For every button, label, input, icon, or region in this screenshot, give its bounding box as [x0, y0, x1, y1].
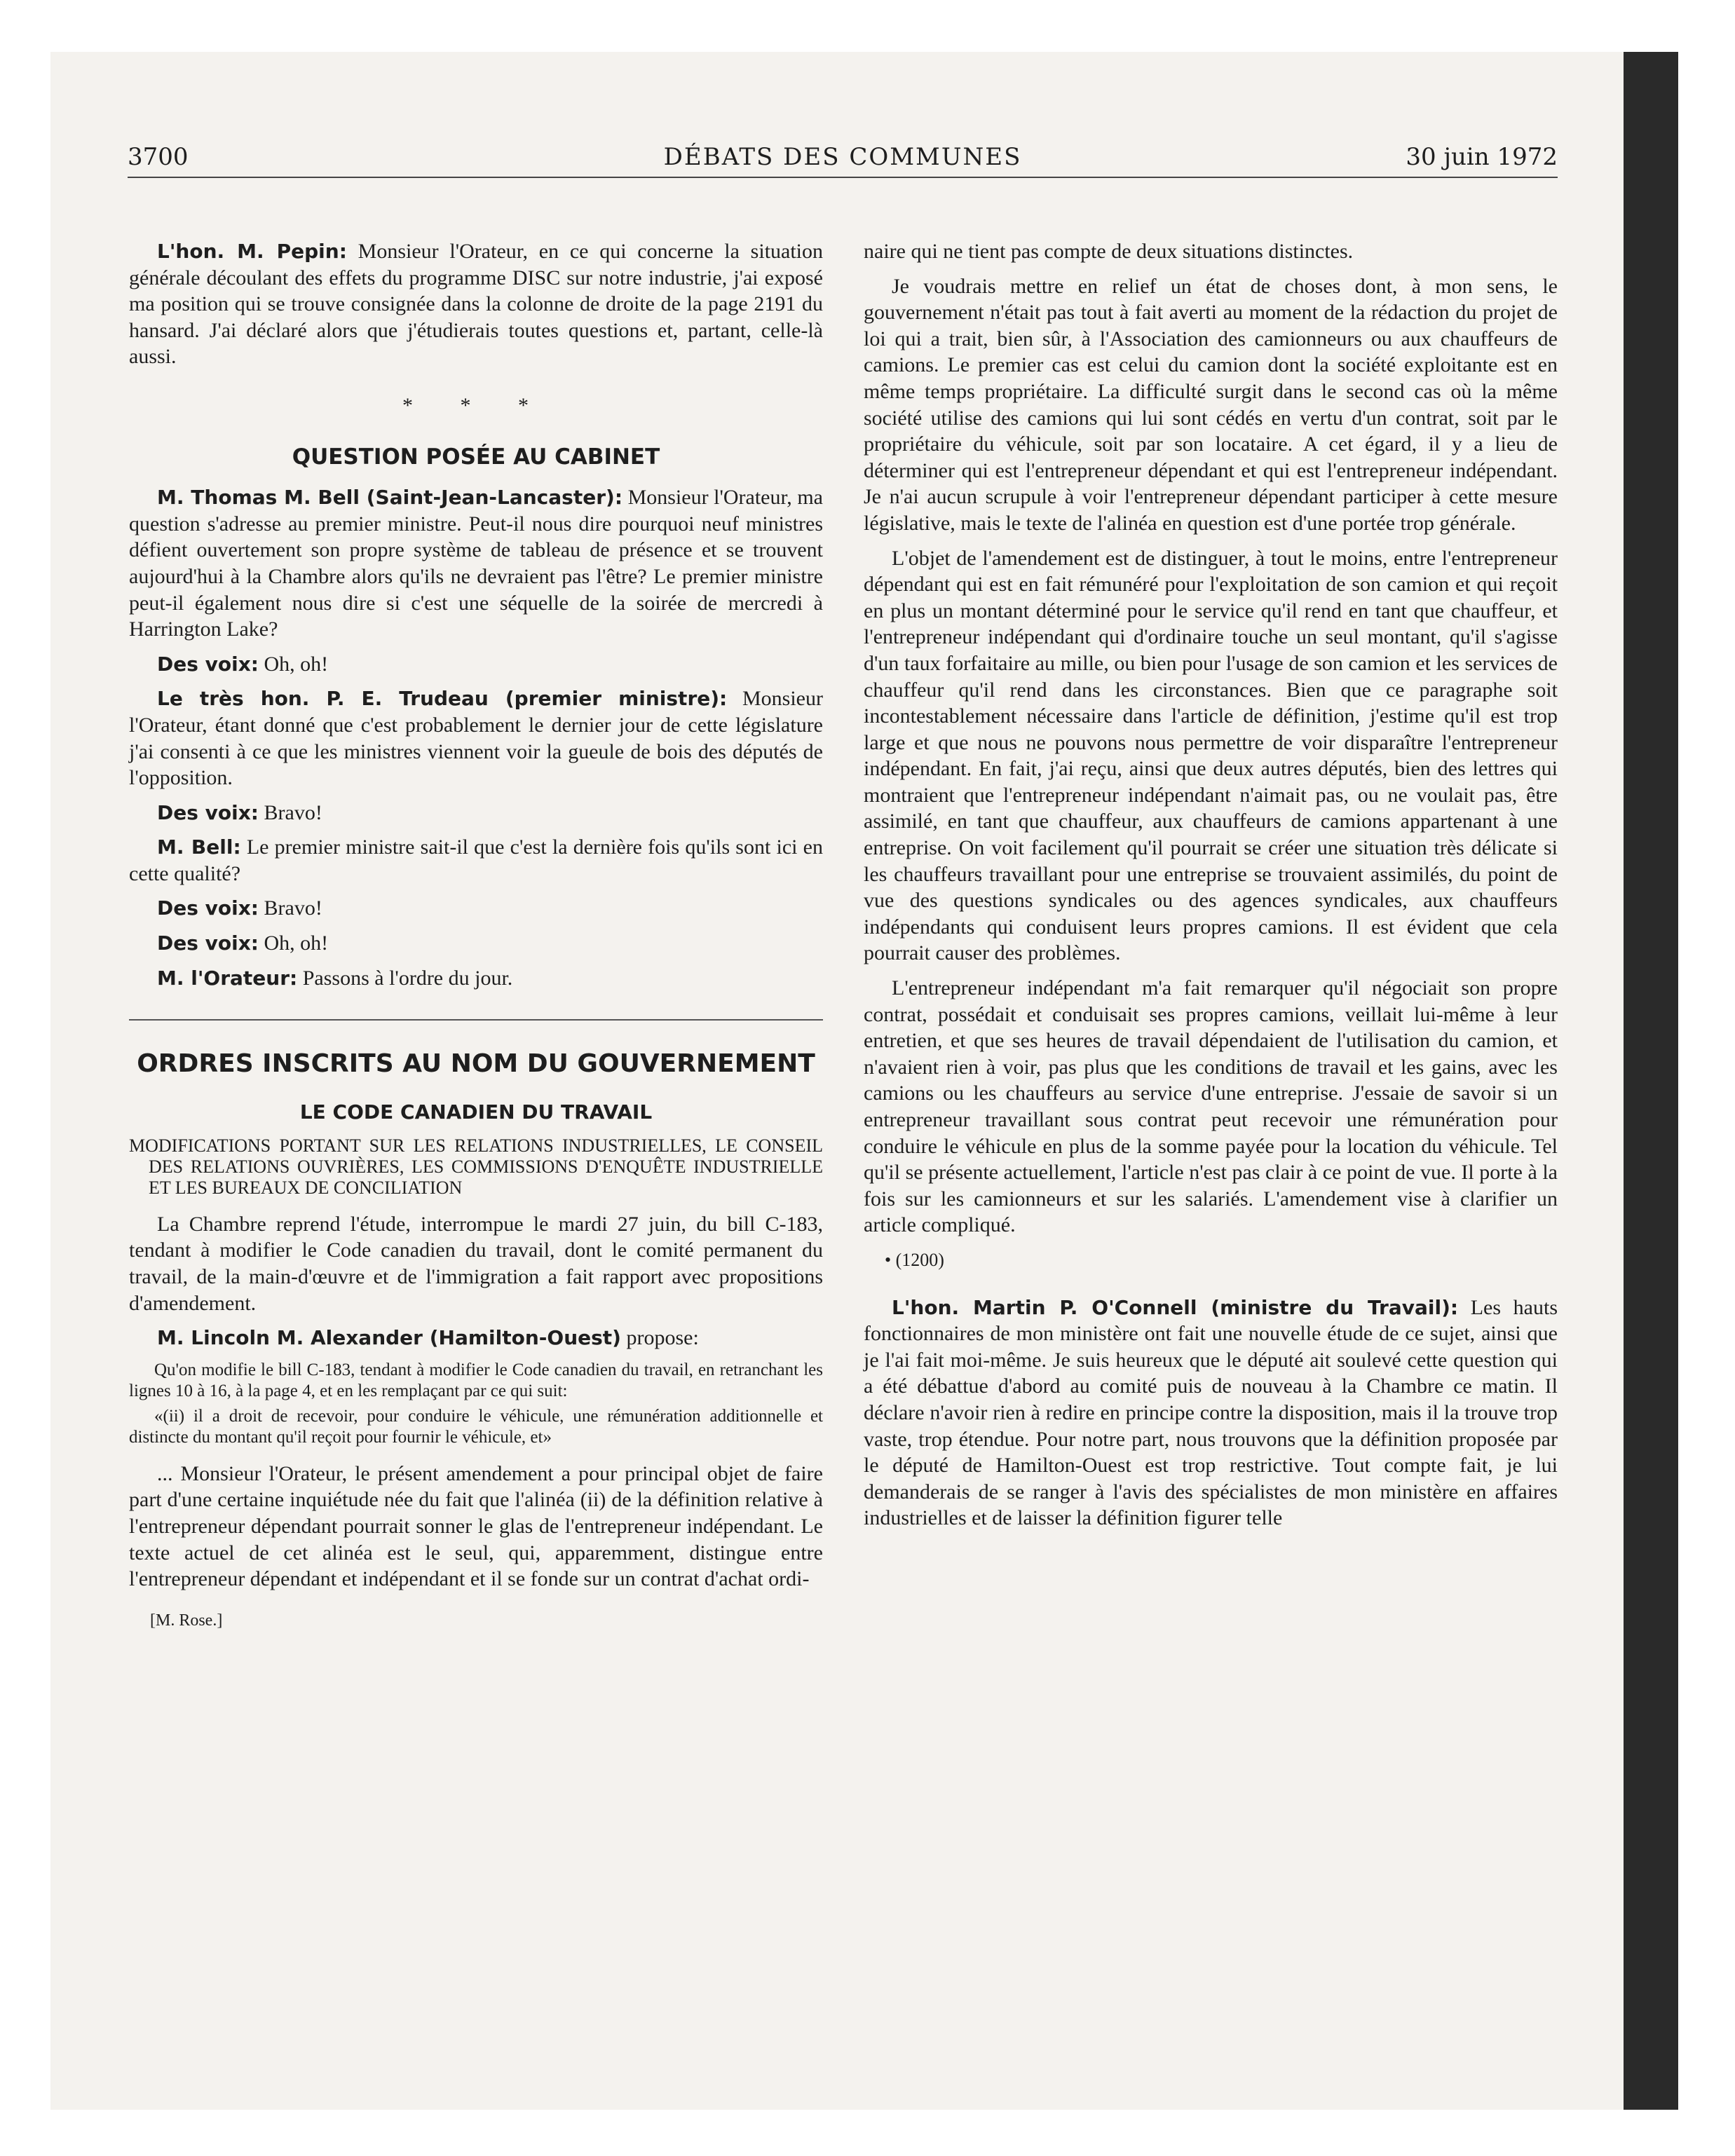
speaker-name: M. l'Orateur:	[157, 966, 298, 990]
modifications-heading: MODIFICATIONS PORTANT SUR LES RELATIONS INDUSTRIELLES, LE CONSEIL DES RELATIONS OUVRIÈRES, LES COMMISSIONS D'ENQUÊTE INDUSTRIELLE ET LES BUREAUX DE CONCILIATION	[129, 1135, 823, 1198]
page-date: 30 juin 1972	[1406, 143, 1558, 171]
oconnell-paragraph: L'hon. Martin P. O'Connell (ministre du Travail): Les hauts fonctionnaires de mon ministère ont fait une nouvelle étude de ce sujet, ainsi que je l'ai fait moi-même. Je suis heureux que le député ait soulevé cette question qui a été débattue d'abord au comité puis de nouveau à la Chambre ce matin. Il déclare n'avoir rien à redire en principe contre la disposition, mais il la trouve trop vaste, trop étendue. Pour notre part, nous trouvons que la définition proposée par le député de Hamilton-Ouest est trop restrictive. Tout compte fait, je lui demanderais de se ranger à l'avis des spécialistes de mon ministère en affaires industrielles et de laisser la définition figurer telle	[864, 1295, 1558, 1530]
section-separator: * * *	[402, 393, 550, 417]
bell2-paragraph: M. Bell: Le premier ministre sait-il que c'est la dernière fois qu'ils sont ici en cette qualité?	[129, 835, 823, 885]
chambre-paragraph: La Chambre reprend l'étude, interrompue le mardi 27 juin, du bill C-183, tendant à modifier le Code canadien du travail, dont le comité permanent du travail, de la main-d'œuvre et de l'immigration a fait rapport avec propositions d'amendement.	[129, 1212, 823, 1315]
speaker-name: Des voix:	[157, 932, 259, 955]
speaker-name: Des voix:	[157, 896, 259, 920]
voices-paragraph: Des voix: Oh, oh!	[157, 932, 329, 955]
motion-text: Qu'on modifie le bill C-183, tendant à modifier le Code canadien du travail, en retranchant les lignes 10 à 16, à la page 4, et en les remplaçant par ce qui suit:	[129, 1360, 823, 1400]
alexander-speech: ... Monsieur l'Orateur, le présent amendement a pour principal objet de faire part d'une certaine inquiétude née du fait que l'alinéa (ii) de la définition relative à l'entrepreneur dépendant pourrait sonner le glas de l'entrepreneur indépendant. Le texte actuel de cet alinéa est le seul, qui, apparemment, distingue entre l'entrepreneur dépendant et indépendant et il se fonde sur un contrat d'achat ordi-	[129, 1461, 823, 1591]
section-title: QUESTION POSÉE AU CABINET	[292, 444, 660, 470]
speaker-name: M. Lincoln M. Alexander (Hamilton-Ouest)	[157, 1326, 621, 1350]
left-column	[129, 238, 823, 1634]
voices-paragraph: Des voix: Bravo!	[157, 896, 322, 920]
right-column	[864, 238, 1558, 1540]
publication-title: DÉBATS DES COMMUNES	[663, 143, 1022, 171]
speaker-name: L'hon. Martin P. O'Connell (ministre du Travail):	[892, 1295, 1459, 1319]
header-rule	[128, 177, 1558, 178]
speaker-name: M. Bell:	[157, 835, 241, 859]
pepin-paragraph: L'hon. M. Pepin: Monsieur l'Orateur, en ce qui concerne la situation générale découlant des effets du programme DISC sur notre industrie, j'ai exposé ma position qui se trouve consignée dans la colonne de droite de la page 2191 du hansard. J'ai déclaré alors que j'étudierais toutes questions et, partant, celle-là aussi.	[129, 240, 824, 369]
bell-paragraph: M. Thomas M. Bell (Saint-Jean-Lancaster): Monsieur l'Orateur, ma question s'adresse au premier ministre. Peut-il nous dire pourquoi neuf ministres défient ouvertement son propre système de tableau de présence et se trouvent aujourd'hui à la Chambre alors qu'ils ne devraient pas l'être? Le premier ministre peut-il également nous dire si c'est une séquelle de la soirée de mercredi à Harrington Lake?	[129, 486, 823, 641]
orateur-paragraph: M. l'Orateur: Passons à l'ordre du jour.	[157, 966, 513, 990]
alexander-paragraph: M. Lincoln M. Alexander (Hamilton-Ouest) propose:	[157, 1326, 699, 1350]
paragraph: L'objet de l'amendement est de distinguer, à tout le moins, entre l'entrepreneur dépendant qui est en fait rémunéré pour l'exploitation de son camion et qui reçoit en plus un montant déterminé pour le service qu'il rend en tant que chauffeur, et l'entrepreneur indépendant qui d'ordinaire touche un seul montant, qu'il s'agisse d'un taux forfaitaire au mille, ou bien pour l'usage de son camion et les services de chauffeur qu'il rend dans les circonstances. Bien que ce paragraphe soit incontestablement nécessaire dans l'article de définition, j'estime qu'il est trop large et que nous ne pouvons nous permettre de voir disparaître l'entrepreneur indépendant. En fait, j'ai reçu, ainsi que deux autres députés, bien des lettres qui montraient que l'entrepreneur indépendant n'aimait pas, ou ne voulait pas, être assimilé, en tant que chauffeur, aux chauffeurs de camions appartenant à une entreprise. On voit facilement qu'il pourrait se créer une situation très délicate si les chauffeurs travaillant pour une entreprise se trouvaient assimilés, du point de vue des questions syndicales ou des agences syndicales, aux chauffeurs indépendants qui conduisent leurs propres camions. Il est évident que cela pourrait causer des problèmes.	[864, 546, 1558, 965]
speaker-name: Le très hon. P. E. Trudeau (premier ministre):	[157, 687, 728, 711]
section-divider	[129, 1019, 823, 1021]
page-number: 3700	[128, 143, 189, 171]
paragraph: Je voudrais mettre en relief un état de choses dont, à mon sens, le gouvernement n'était pas tout à fait averti au moment de la rédaction du projet de loi qui a trait, bien sûr, à l'Association des camionneurs ou aux chauffeurs de camions. Le premier cas est celui du camion dont la société exploitante est en même temps propriétaire. La difficulté surgit dans le second cas où la même société utilise des camions qui lui sont cédés en vertu d'un contrat, soit par le propriétaire du véhicule, soit par son locataire. A cet égard, il y a lieu de déterminer qui est l'entrepreneur dépendant et qui est l'entrepreneur indépendant. Je n'ai aucun scrupule à voir l'entrepreneur dépendant participer à cette mesure législative, mais le texte de l'alinéa en question est d'une portée trop générale.	[864, 274, 1558, 535]
speaker-name: Des voix:	[157, 800, 259, 824]
orders-title: ORDRES INSCRITS AU NOM DU GOUVERNEMENT	[137, 1049, 815, 1079]
time-mark: • (1200)	[885, 1249, 944, 1270]
scan-edge-shadow	[1624, 52, 1678, 2110]
voices-paragraph: Des voix: Bravo!	[157, 800, 322, 824]
speaker-name: L'hon. M. Pepin:	[157, 240, 347, 263]
paragraph: L'entrepreneur indépendant m'a fait remarquer qu'il négociait son propre contrat, possédait et conduisait ses propres camions, veillait lui-même à leur entretien, et que ses heures de travail dépendaient de l'utilisation du camion, et n'avaient rien à voir, pas plus que les conditions de travail et les gains, avec les camions ou les chauffeurs au service d'une entreprise. J'essaie de savoir si un entrepreneur travaillant sous contrat peut recevoir une rémunération pour conduire le véhicule en plus de la somme payée pour la location du véhicule. Tel qu'il se présente actuellement, l'article n'est pas clair à ce point de vue. Il porte à la fois sur les camionneurs et sur les salariés. L'amendement vise à clarifier un article compliqué.	[864, 976, 1558, 1237]
footnote: [M. Rose.]	[150, 1611, 223, 1630]
motion-quote: «(ii) il a droit de recevoir, pour conduire le véhicule, une rémunération additionnelle et distincte du montant qu'il reçoit pour fournir le véhicule, et»	[129, 1406, 823, 1447]
code-title: LE CODE CANADIEN DU TRAVAIL	[299, 1100, 653, 1124]
voices-paragraph: Des voix: Oh, oh!	[157, 652, 329, 676]
continuation-paragraph: naire qui ne tient pas compte de deux situations distinctes.	[864, 240, 1354, 263]
trudeau-paragraph: Le très hon. P. E. Trudeau (premier ministre): Monsieur l'Orateur, étant donné que c'est probablement le dernier jour de cette législature j'ai consenti à ce que les ministres viennent voir la gueule de bois des députés de l'opposition.	[129, 687, 823, 790]
page-header	[128, 143, 1558, 177]
speaker-name: M. Thomas M. Bell (Saint-Jean-Lancaster):	[157, 486, 623, 510]
speaker-name: Des voix:	[157, 652, 259, 676]
